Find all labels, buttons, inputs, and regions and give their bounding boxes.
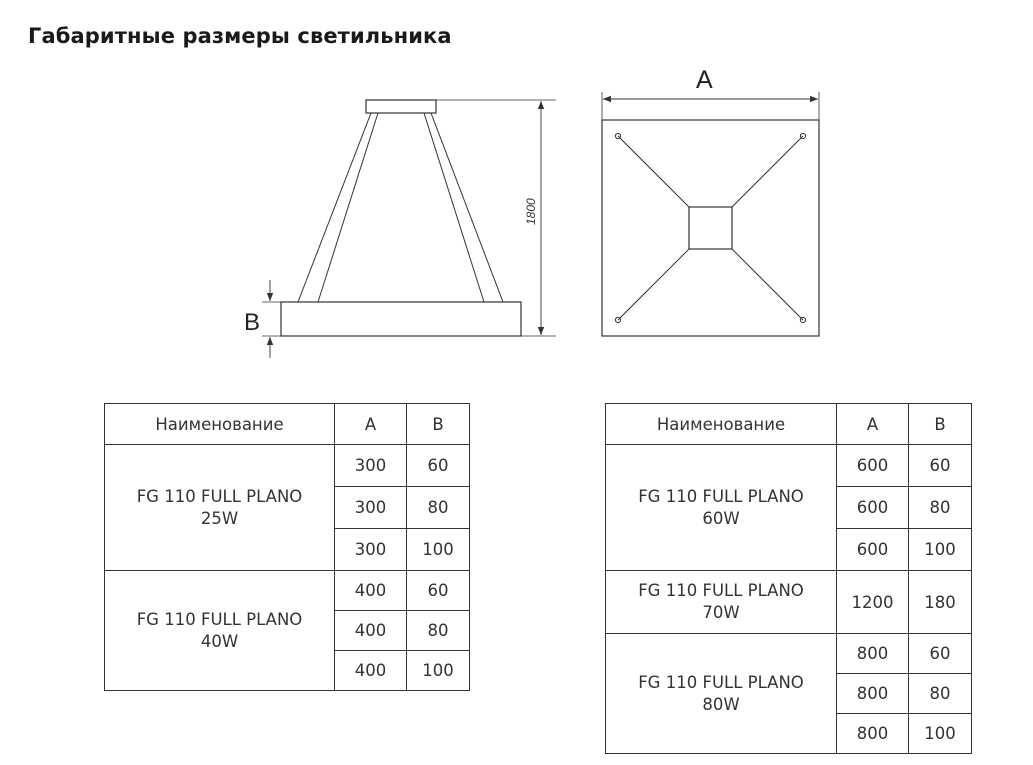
header-a: A [335,404,407,445]
cell-b: 100 [407,529,470,571]
cell-a: 1200 [837,571,909,634]
label-a: A [696,66,713,94]
table-row [105,445,470,487]
table-row [606,445,972,487]
dimension-drawing [0,0,1033,380]
table-header-row [105,404,470,445]
cell-b: 60 [909,445,972,487]
cell-b: 80 [909,487,972,529]
product-name-line1: FG 110 FULL PLANO [638,486,804,506]
product-name-cell [105,571,335,691]
product-name-line1: FG 110 FULL PLANO [638,672,804,692]
cell-a: 600 [837,445,909,487]
cell-b: 100 [909,529,972,571]
suspension-cable-inner-right [424,113,484,302]
cell-a: 600 [837,487,909,529]
product-name-line2: 70W [702,603,740,622]
cell-a: 800 [837,674,909,714]
page-title: Габаритные размеры светильника [28,24,452,48]
center-canopy [689,207,732,249]
table-row [606,634,972,674]
cell-a: 400 [335,651,407,691]
cell-a: 800 [837,634,909,674]
suspension-cable-inner-left [318,113,378,302]
luminaire-body [281,302,521,336]
cell-b: 80 [407,611,470,651]
dimensions-table-left [104,403,470,691]
dimensions-table-right [605,403,972,754]
label-b: B [244,309,261,336]
header-name: Наименование [105,404,335,445]
cell-b: 60 [407,571,470,611]
cell-a: 300 [335,487,407,529]
product-name-line2: 60W [702,508,740,528]
cell-a: 400 [335,571,407,611]
product-name-line1: FG 110 FULL PLANO [136,609,303,629]
cell-b: 60 [407,445,470,487]
side-view [262,100,556,358]
cell-b: 180 [909,571,972,634]
header-b: B [909,404,972,445]
ceiling-canopy [366,100,436,113]
product-name-cell [606,445,837,571]
table-row [105,571,470,611]
suspension-cable-outer-right [431,113,503,302]
product-name-cell [606,634,837,754]
table-header-row [606,404,972,445]
product-name-line1: FG 110 FULL PLANO [136,486,303,506]
cell-a: 300 [335,445,407,487]
cell-b: 80 [407,487,470,529]
cell-b: 100 [407,651,470,691]
height-label: 1800 [524,198,538,225]
cell-a: 300 [335,529,407,571]
product-name-cell [606,571,837,634]
suspension-cable-outer-left [298,113,371,302]
top-view [602,92,819,336]
header-b: B [407,404,470,445]
table-row [606,571,972,634]
cell-b: 100 [909,714,972,754]
product-name-line2: 25W [200,508,239,528]
cell-a: 800 [837,714,909,754]
cell-a: 400 [335,611,407,651]
cell-a: 600 [837,529,909,571]
product-name-line2: 80W [702,694,740,714]
product-name-line2: 40W [200,631,239,651]
product-name-cell [105,445,335,571]
product-name-line1: FG 110 FULL PLANO [638,581,804,600]
header-name: Наименование [606,404,837,445]
cell-b: 80 [909,674,972,714]
cell-b: 60 [909,634,972,674]
header-a: A [837,404,909,445]
